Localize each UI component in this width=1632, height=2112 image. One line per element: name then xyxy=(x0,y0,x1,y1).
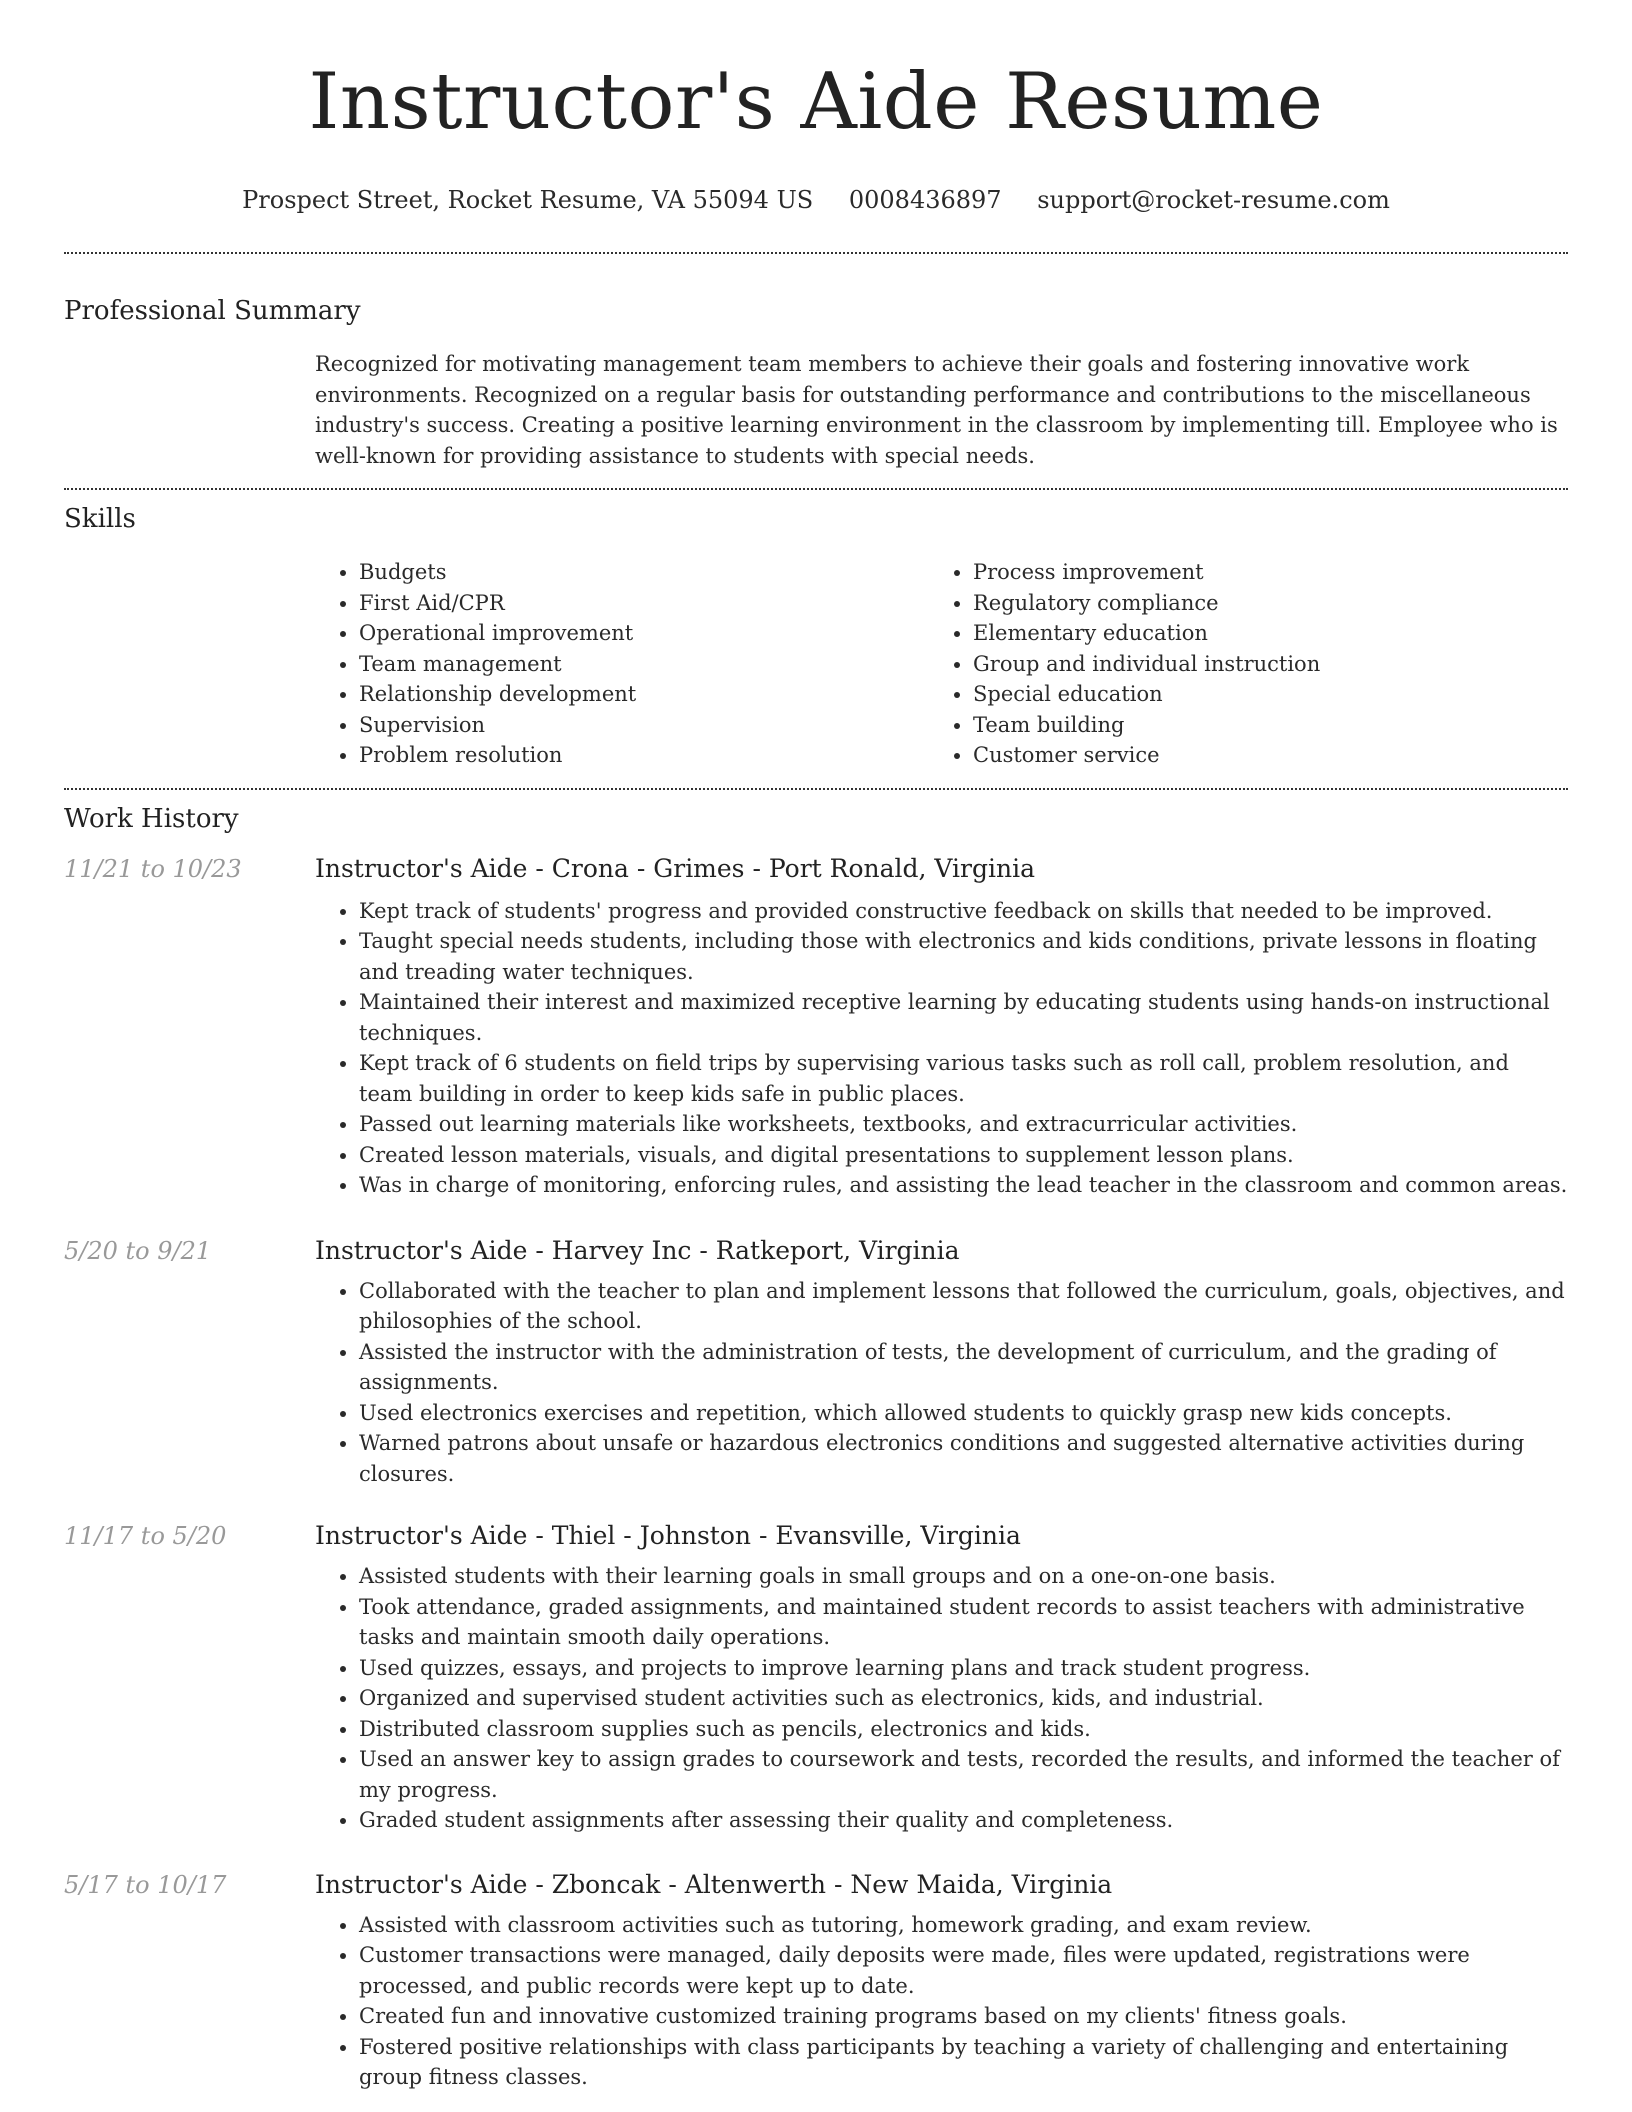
job-title: Instructor's Aide - Crona - Grimes - Port Ronald, Virginia xyxy=(315,853,1035,883)
job-entry xyxy=(64,1236,1568,1490)
divider xyxy=(64,788,1568,790)
job-bullet: • Created lesson materials, visuals, and digital presentations to supplement lesson plans. xyxy=(359,1140,1568,1171)
job-bullet: • Kept track of students' progress and provided constructive feedback on skills that needed to be improved. xyxy=(359,896,1568,927)
contact-phone: 0008436897 xyxy=(848,186,1002,214)
skill-item: • Special education xyxy=(973,679,1543,710)
job-bullet: • Warned patrons about unsafe or hazardous electronics conditions and suggested alternative activities during closures. xyxy=(359,1428,1568,1489)
job-bullet: • Taught special needs students, including those with electronics and kids conditions, private lessons in floating and treading water techniques. xyxy=(359,926,1568,987)
job-title: Instructor's Aide - Harvey Inc - Ratkeport, Virginia xyxy=(315,1235,960,1265)
skill-item: • Supervision xyxy=(359,710,929,741)
skill-item: • Process improvement xyxy=(973,557,1543,588)
job-entry xyxy=(64,1521,1568,1836)
job-bullet: • Kept track of 6 students on field trips by supervising various tasks such as roll call, problem resolution, and team building in order to keep kids safe in public places. xyxy=(359,1048,1568,1109)
job-header xyxy=(64,1236,1568,1265)
contact-line xyxy=(64,184,1568,216)
job-header xyxy=(64,854,1568,883)
job-header xyxy=(64,1870,1568,1899)
job-bullet: • Assisted the instructor with the administration of tests, the development of curriculum, and the grading of assignments. xyxy=(359,1337,1568,1398)
job-bullet: • Assisted students with their learning goals in small groups and on a one-on-one basis. xyxy=(359,1561,1568,1592)
job-bullet: • Used electronics exercises and repetition, which allowed students to quickly grasp new kids concepts. xyxy=(359,1398,1568,1429)
summary-text: Recognized for motivating management team members to achieve their goals and fostering innovative work environments. Recognized on a regular basis for outstanding performance and contributions to the miscellaneous industry's success. Creating a positive learning environment in the classroom by implementing till. Employee who is well-known for providing assistance to students with special needs. xyxy=(315,352,1558,468)
contact-email[interactable]: support@rocket-resume.com xyxy=(1037,186,1390,214)
job-entry xyxy=(64,1870,1568,2093)
job-bullets xyxy=(315,1561,1568,1836)
skills-list-right xyxy=(929,557,1543,771)
job-dates: 5/17 to 10/17 xyxy=(64,1870,227,1899)
skill-item: • Regulatory compliance xyxy=(973,588,1543,619)
job-dates: 5/20 to 9/21 xyxy=(64,1236,212,1265)
job-bullet: • Created fun and innovative customized training programs based on my clients' fitness goals. xyxy=(359,2001,1568,2032)
job-bullet: • Used quizzes, essays, and projects to improve learning plans and track student progress. xyxy=(359,1653,1568,1684)
job-bullet: • Took attendance, graded assignments, and maintained student records to assist teachers with administrative tasks and maintain smooth daily operations. xyxy=(359,1592,1568,1653)
resume-title: Instructor's Aide Resume xyxy=(308,57,1324,147)
divider xyxy=(64,252,1568,254)
job-bullet: • Distributed classroom supplies such as pencils, electronics and kids. xyxy=(359,1714,1568,1745)
skill-item: • Customer service xyxy=(973,740,1543,771)
skill-item: • Team building xyxy=(973,710,1543,741)
skill-item: • Budgets xyxy=(359,557,929,588)
job-bullet: • Was in charge of monitoring, enforcing rules, and assisting the lead teacher in the classroom and common areas. xyxy=(359,1170,1568,1201)
job-title: Instructor's Aide - Thiel - Johnston - Evansville, Virginia xyxy=(315,1521,1021,1550)
divider xyxy=(64,488,1568,490)
job-bullets xyxy=(315,1910,1568,2093)
job-header xyxy=(64,1521,1568,1550)
job-bullets xyxy=(315,896,1568,1201)
job-title: Instructor's Aide - Zboncak - Altenwerth - New Maida, Virginia xyxy=(315,1869,1113,1899)
job-bullet: • Graded student assignments after assessing their quality and completeness. xyxy=(359,1805,1568,1836)
job-bullets xyxy=(315,1276,1568,1490)
skill-item: • Elementary education xyxy=(973,618,1543,649)
job-bullet: • Used an answer key to assign grades to coursework and tests, recorded the results, and informed the teacher of my progress. xyxy=(359,1744,1568,1805)
job-bullet: • Assisted with classroom activities such as tutoring, homework grading, and exam review. xyxy=(359,1910,1568,1941)
skills-grid xyxy=(315,557,1568,771)
skill-item: • Operational improvement xyxy=(359,618,929,649)
job-bullet: • Organized and supervised student activities such as electronics, kids, and industrial. xyxy=(359,1683,1568,1714)
job-bullet: • Customer transactions were managed, daily deposits were made, files were updated, registrations were processed, and public records were kept up to date. xyxy=(359,1940,1568,2001)
contact-address: Prospect Street, Rocket Resume, VA 55094 US xyxy=(242,186,814,214)
skills-heading: Skills xyxy=(64,504,136,534)
work-history-section xyxy=(64,802,1568,2093)
job-dates: 11/17 to 5/20 xyxy=(64,1522,227,1550)
skills-section xyxy=(64,502,1568,771)
summary-heading: Professional Summary xyxy=(64,296,361,326)
job-bullet: • Maintained their interest and maximized receptive learning by educating students using hands-on instructional techniques. xyxy=(359,987,1568,1048)
skill-item: • Team management xyxy=(359,649,929,680)
summary-section xyxy=(64,294,1568,471)
skill-item: • Relationship development xyxy=(359,679,929,710)
job-entry xyxy=(64,854,1568,1201)
work-history-heading: Work History xyxy=(64,803,239,834)
job-dates: 11/21 to 10/23 xyxy=(64,854,242,883)
skill-item: • Group and individual instruction xyxy=(973,649,1543,680)
job-bullet: • Collaborated with the teacher to plan and implement lessons that followed the curriculum, goals, objectives, and philosophies of the school. xyxy=(359,1276,1568,1337)
skill-item: • Problem resolution xyxy=(359,740,929,771)
job-bullet: • Fostered positive relationships with class participants by teaching a variety of challenging and entertaining group fitness classes. xyxy=(359,2032,1568,2093)
skills-list-left xyxy=(315,557,929,771)
skill-item: • First Aid/CPR xyxy=(359,588,929,619)
job-bullet: • Passed out learning materials like worksheets, textbooks, and extracurricular activities. xyxy=(359,1109,1568,1140)
